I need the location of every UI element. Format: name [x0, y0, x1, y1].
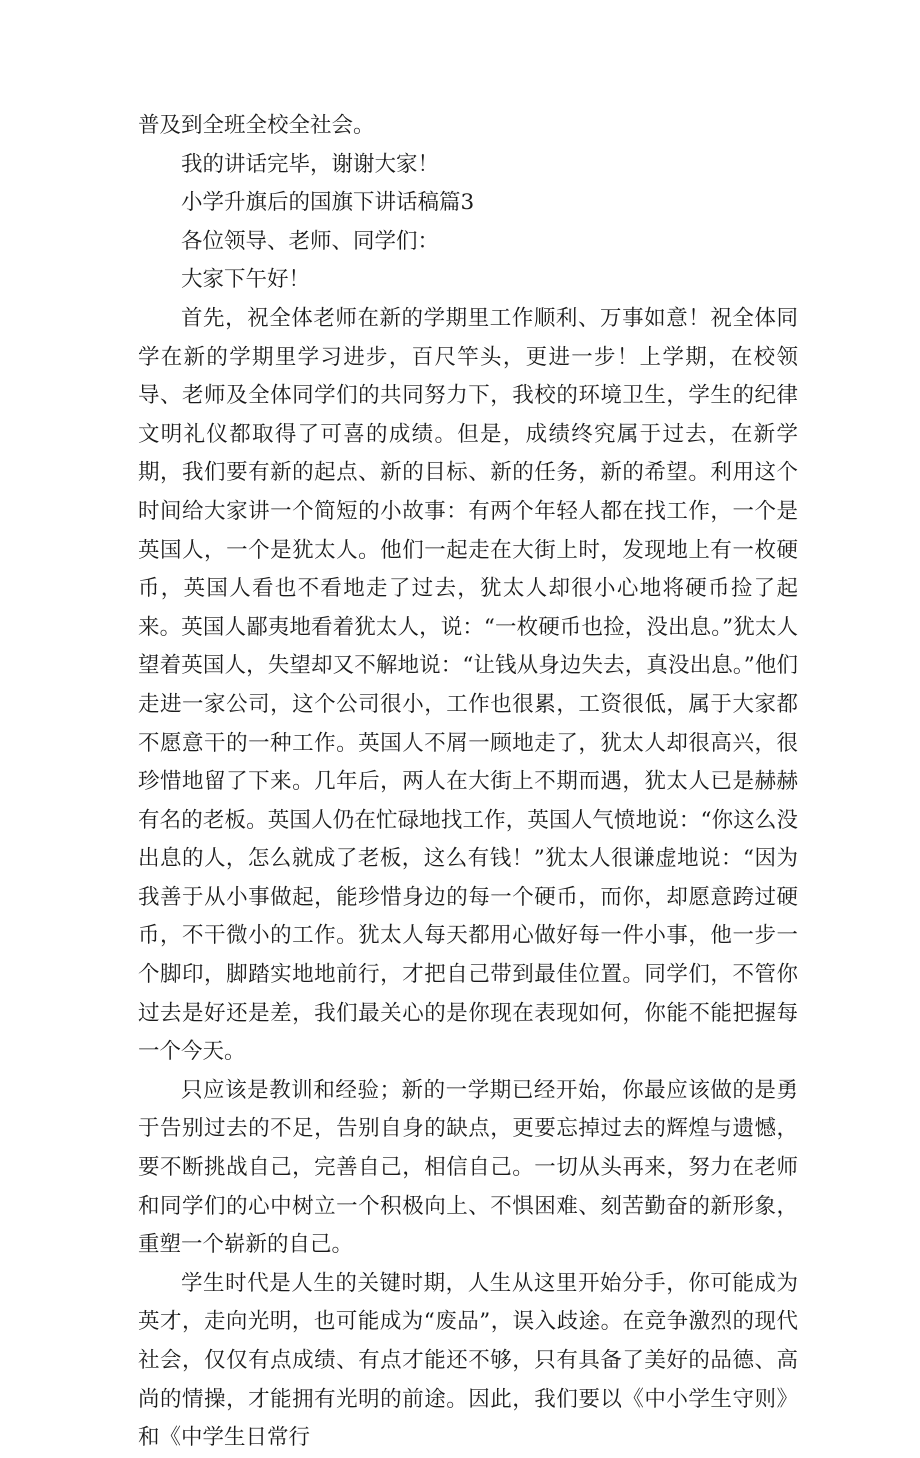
- paragraph: 首先，祝全体老师在新的学期里工作顺利、万事如意！祝全体同学在新的学期里学习进步，百尺竿头，更进一步！上学期，在校领导、老师及全体同学们的共同努力下，我校的环境卫生，学生的纪律文明礼仪都取得了可喜的成绩。但是，成绩终究属于过去，在新学期，我们要有新的起点、新的目标、新的任务，新的希望。利用这个时间给大家讲一个简短的小故事：有两个年轻人都在找工作，一个是英国人，一个是犹太人。他们一起走在大街上时，发现地上有一枚硬币，英国人看也不看地走了过去，犹太人却很小心地将硬币捡了起来。英国人鄙夷地看着犹太人，说：“一枚硬币也捡，没出息。”犹太人望着英国人，失望却又不解地说：“让钱从身边失去，真没出息。”他们走进一家公司，这个公司很小，工作也很累，工资很低，属于大家都不愿意干的一种工作。英国人不屑一顾地走了，犹太人却很高兴，很珍惜地留了下来。几年后，两人在大街上不期而遇，犹太人已是赫赫有名的老板。英国人仍在忙碌地找工作，英国人气愤地说：“你这么没出息的人，怎么就成了老板，这么有钱！”犹太人很谦虚地说：“因为我善于从小事做起，能珍惜身边的每一个硬币，而你，却愿意跨过硬币，不干微小的工作。犹太人每天都用心做好每一件小事，他一步一个脚印，脚踏实地地前行，才把自己带到最佳位置。同学们，不管你过去是好还是差，我们最关心的是你现在表现如何，你能不能把握每一个今天。: [138, 305, 798, 1065]
- greeting: 大家下午好！: [181, 267, 311, 293]
- paragraph: 学生时代是人生的关键时期，人生从这里开始分手，你可能成为英才，走向光明，也可能成为“废品”，误入歧途。在竞争激烈的现代社会，仅仅有点成绩、有点才能还不够，只有具备了美好的品德、高尚的情操，才能拥有光明的前途。因此，我们要以《中小学生守则》和《中学生日常行: [138, 1270, 798, 1451]
- section-title: 小学升旗后的国旗下讲话稿篇3: [181, 190, 475, 216]
- closing-remark: 我的讲话完毕，谢谢大家！: [181, 151, 440, 177]
- paragraph: 只应该是教训和经验；新的一学期已经开始，你最应该做的是勇于告别过去的不足，告别自身的缺点，更要忘掉过去的辉煌与遗憾，要不断挑战自己，完善自己，相信自己。一切从头再来，努力在老师和同学们的心中树立一个积极向上、不惧困难、刻苦勤奋的新形象，重塑一个崭新的自己。: [138, 1077, 798, 1258]
- document-body: [138, 107, 798, 1458]
- paragraph: 普及到全班全校全社会。: [138, 113, 375, 138]
- salutation: 各位领导、老师、同学们：: [181, 228, 440, 254]
